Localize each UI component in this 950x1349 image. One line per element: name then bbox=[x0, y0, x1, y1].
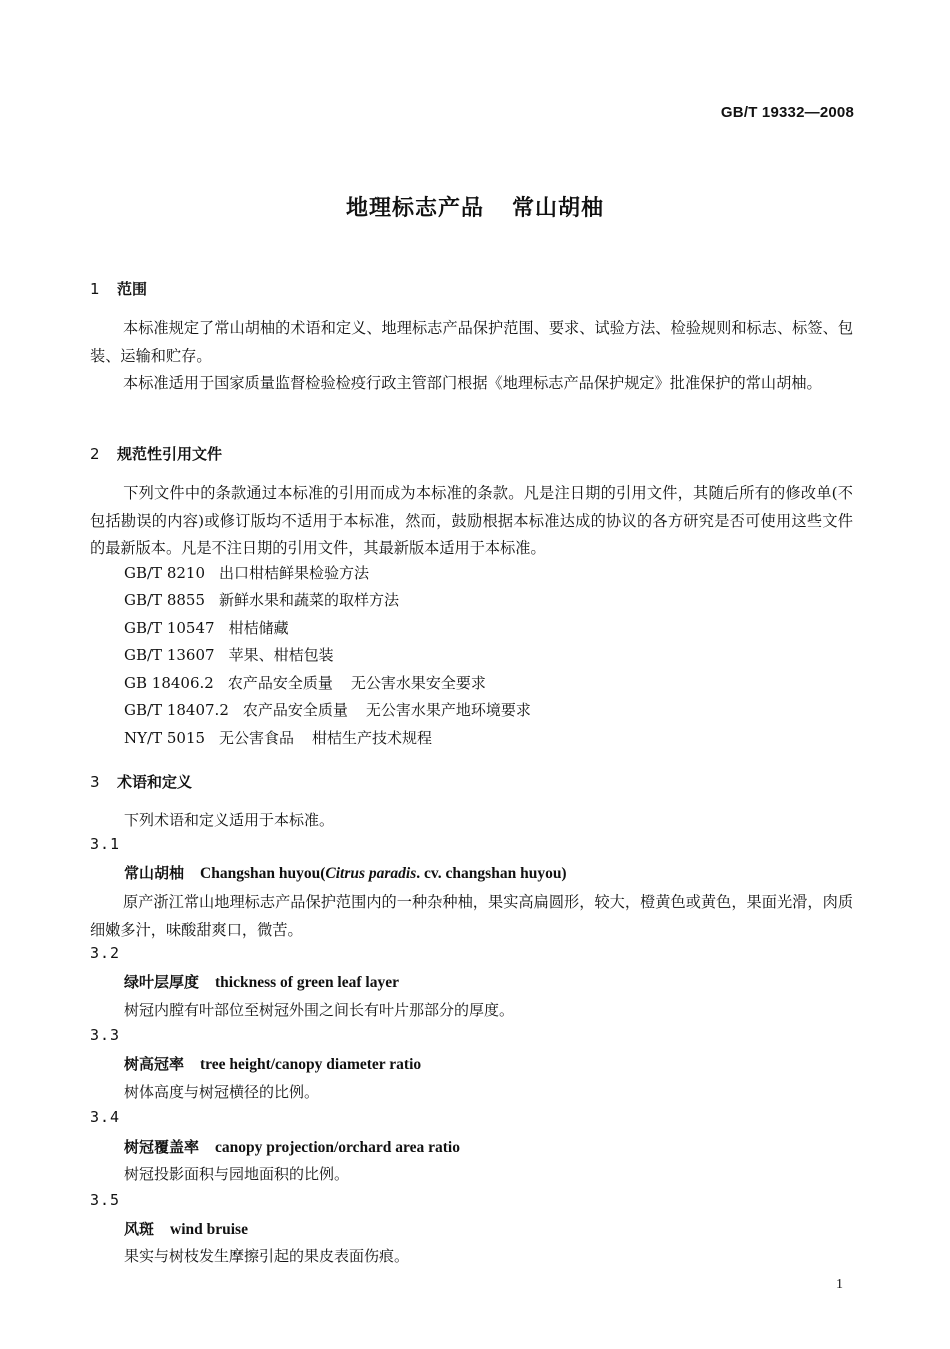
term-english: canopy projection/orchard area ratio bbox=[215, 1139, 460, 1156]
reference-item bbox=[124, 672, 486, 693]
reference-code: GB/T 13607 bbox=[124, 646, 215, 664]
reference-code: GB/T 18407.2 bbox=[124, 701, 229, 719]
section-3-heading bbox=[90, 771, 192, 792]
reference-item bbox=[124, 699, 531, 720]
reference-title: 苹果、柑桔包装 bbox=[228, 646, 334, 664]
reference-code: GB 18406.2 bbox=[124, 674, 214, 692]
term-chinese: 树冠覆盖率 bbox=[124, 1138, 200, 1156]
term-heading bbox=[124, 971, 399, 992]
paragraph-text: 本标准规定了常山胡柚的术语和定义、地理标志产品保护范围、要求、试验方法、检验规则和标志、标签、包装、运输和贮存。 bbox=[90, 319, 853, 365]
definition-text: 原产浙江常山地理标志产品保护范围内的一种杂种柚，果实高扁圆形，较大，橙黄色或黄色，果面光滑，肉质细嫩多汁，味酸甜爽口，微苦。 bbox=[90, 893, 853, 939]
term-chinese: 风斑 bbox=[124, 1220, 155, 1238]
term-number: 3.2 bbox=[90, 944, 121, 962]
term-definition: 树冠投影面积与园地面积的比例。 bbox=[124, 1165, 350, 1183]
term-english: thickness of green leaf layer bbox=[215, 974, 399, 991]
reference-title: 新鲜水果和蔬菜的取样方法 bbox=[219, 591, 400, 609]
term-number: 3.3 bbox=[90, 1026, 121, 1044]
term-latin-rest: . cv. changshan huyou) bbox=[416, 865, 567, 882]
term-heading bbox=[124, 862, 567, 883]
term-latin-name: Citrus paradis bbox=[325, 865, 417, 882]
term-heading bbox=[124, 1136, 460, 1157]
section-1-heading bbox=[90, 278, 147, 299]
term-english: wind bruise bbox=[170, 1221, 248, 1238]
reference-title: 农产品安全质量 bbox=[242, 701, 348, 719]
section-3-intro: 下列术语和定义适用于本标准。 bbox=[124, 811, 335, 829]
section-title: 术语和定义 bbox=[117, 773, 193, 791]
reference-title-2: 柑桔生产技术规程 bbox=[312, 729, 433, 747]
term-chinese: 树高冠率 bbox=[124, 1055, 185, 1073]
reference-item bbox=[124, 617, 289, 638]
section-1-paragraph-1 bbox=[90, 315, 853, 370]
section-1-paragraph-2 bbox=[90, 370, 853, 398]
reference-item bbox=[124, 727, 432, 748]
term-english: tree height/canopy diameter ratio bbox=[200, 1056, 422, 1073]
term-definition bbox=[90, 889, 853, 944]
term-number: 3.5 bbox=[90, 1191, 121, 1209]
reference-item bbox=[124, 562, 369, 583]
section-2-heading bbox=[90, 443, 222, 464]
document-title bbox=[0, 191, 950, 222]
reference-code: NY/T 5015 bbox=[124, 729, 206, 747]
reference-title-2: 无公害水果产地环境要求 bbox=[365, 701, 531, 719]
title-part-2: 常山胡柚 bbox=[512, 196, 605, 221]
reference-title: 农产品安全质量 bbox=[227, 674, 333, 692]
reference-title: 柑桔储藏 bbox=[228, 619, 289, 637]
reference-title: 出口柑桔鲜果检验方法 bbox=[219, 564, 370, 582]
term-definition: 树体高度与树冠横径的比例。 bbox=[124, 1083, 320, 1101]
reference-item bbox=[124, 589, 399, 610]
section-2-paragraph bbox=[90, 480, 853, 563]
paragraph-text: 本标准适用于国家质量监督检验检疫行政主管部门根据《地理标志产品保护规定》批准保护的常山胡柚。 bbox=[123, 374, 822, 392]
section-number: 2 bbox=[90, 445, 100, 463]
term-heading bbox=[124, 1218, 248, 1239]
term-english: Changshan huyou bbox=[200, 865, 321, 882]
term-latin-open: ( bbox=[320, 865, 326, 882]
term-heading bbox=[124, 1053, 421, 1074]
section-title: 范围 bbox=[117, 280, 148, 298]
reference-code: GB/T 8855 bbox=[124, 591, 206, 609]
title-part-1: 地理标志产品 bbox=[345, 196, 484, 221]
term-number: 3.4 bbox=[90, 1108, 121, 1126]
standard-number: GB/T 19332—2008 bbox=[720, 104, 854, 121]
term-definition: 果实与树枝发生摩擦引起的果皮表面伤痕。 bbox=[124, 1247, 410, 1265]
reference-code: GB/T 8210 bbox=[124, 564, 206, 582]
section-title: 规范性引用文件 bbox=[117, 445, 223, 463]
page-number: 1 bbox=[836, 1277, 843, 1292]
reference-title: 无公害食品 bbox=[219, 729, 295, 747]
reference-item bbox=[124, 644, 334, 665]
paragraph-text: 下列文件中的条款通过本标准的引用而成为本标准的条款。凡是注日期的引用文件，其随后所有的修改单(不包括勘误的内容)或修订版均不适用于本标准，然而，鼓励根据本标准达成的协议的各方研究是否可使用这些文件的最新版本。凡是不注日期的引用文件，其最新版本适用于本标准。 bbox=[90, 484, 853, 557]
section-number: 3 bbox=[90, 773, 100, 791]
term-chinese: 常山胡柚 bbox=[124, 864, 185, 882]
term-definition: 树冠内膛有叶部位至树冠外围之间长有叶片那部分的厚度。 bbox=[124, 1001, 515, 1019]
reference-title-2: 无公害水果安全要求 bbox=[350, 674, 486, 692]
section-number: 1 bbox=[90, 280, 100, 298]
reference-code: GB/T 10547 bbox=[124, 619, 215, 637]
term-chinese: 绿叶层厚度 bbox=[124, 973, 200, 991]
term-number: 3.1 bbox=[90, 835, 121, 853]
